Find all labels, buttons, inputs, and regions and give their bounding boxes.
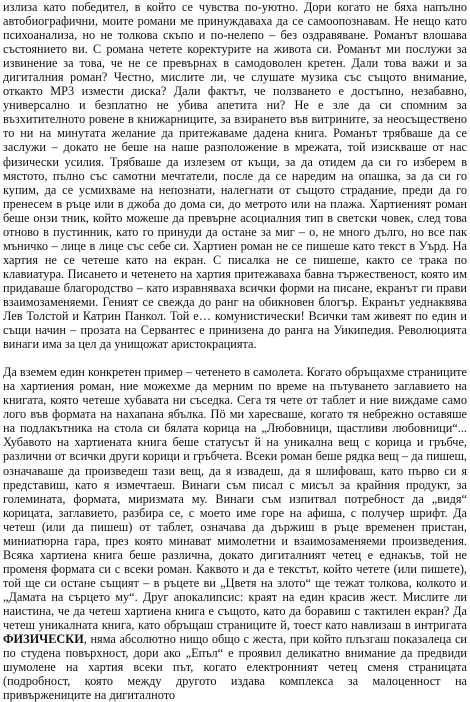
paragraph-2-text-start: Да вземем един конкретен пример – четенето в самолета. Когато обръщахме страниците на хартиения роман, ние можехме да мерним по време на пътуването заглавието на книгата, която четеше хубавата ни съседка. Сега тя чете от таблет и ние виждаме само лого във формата на нахапана ябълка. Пö ми харесваше, когато тя небрежно оставяше на подлакътника на стола си бялата корица на „Любовници, щастливи любовници“... Хубавото на хартиената книга беше статусът й на уникална вещ с корица и гръбче, различни от всички други корици и гръбчета. Всеки роман беше рядка вещ – да пишеш, означаваше да произведеш тази вещ, да я извадеш, да я шлифоваш, като първо си я представиш, като я измечтаеш. Винаги съм писал с мисъл за крайния продукт, за големината, формата, миризмата му. Винаги съм изпитвал потребност да „видя“ корицата, заглавието, разбира се, с моето име горе на афиша, с получер шрифт. Да четеш (или да пишеш) от таблет, означава да държиш в ръце временен пристан, миниатюрна гара, през която минават мимолетни и взаимозаменяеми произведения. Всяка хартиена книга беше различна, докато дигиталният четец е еднакъв, той не променя формата си с всеки роман. Каквото и да е текстът, който четете (или пишете), той ще си остане същият – в ръцете ви „Цветя на злото“ ще тежат толкова, колкото и „Дамата на сърцето му“. Друг апокалипсис: краят на един красив жест. Мислите ли наистина, че да четеш хартиена книга е същото, като да боравиш с тактилен екран? Да четеш уникалната книга, като обръщаш страниците й, тоест като навлизаш в интригата — [3, 365, 467, 633]
article-body — [3, 0, 467, 702]
paragraph-2 — [3, 365, 467, 702]
paragraph-2-text-end: , няма абсолютно нищо общо с жеста, при който плъзгаш показалеца си по студена повърхност, дори ако „Епъл“ е проявил деликатно внимание да предвиди шумолене на хартия всеки път, когато електронният четец сменя страницата (подробност, която между другото издава комплекса за малоценност на привържениците на дигиталното — [3, 632, 467, 702]
paragraph-gap — [3, 351, 467, 365]
paragraph-1: излиза като победител, в който се чувства по-уютно. Дори когато не бяха напълно автобиографични, моите романи ме принуждаваха да се самоопознавам. Не нещо като психоанализа, но не толкова скъпо и по-нелепо – без оздравяване. Романът влошава състоянието ви. С романа четете коректурите на живота си. Романът ми послужи за извинение за това, че не се превърнах в самодоволен кретен. Дали това важи и за дигиталния роман? Честно, мислите ли, че слушате музика със същото внимание, откакто MP3 измести диска? Дали фактът, че ползването е достъпно, незабавно, универсално и безплатно не убива апетита ни? Не е зле да си спомним за възхитителното ровене в книжарниците, за взирането във витрините, за неосъществено​то ни на минутата желание да притежаваме дадена книга. Романът трябваше да се заслужи – докато не беше на наше разположение в мрежата, той изискваше от нас физически усилия. Трябваше да излезем от къщи, за да отидем да си го изберем в мястото, пълно със самотни мечтатели, после да се наредим на опашка, за да си го купим, да се усмихваме на непознати, налегнати от същото страдание, преди да го пренесем в ръце или в джоба до дома си, до метрото или на плажа. Хартиеният роман беше онзи тник, който можеше да превърне асоциалния тип в светски човек, след това отново в пустинник, като го принуди да остане за миг – о, не много дълго, но все пак мъничко – лице в лице със себе си. Хартиен роман не се пишеше като текст в Уърд. На хартия не се четеше като на екран. С писалка не се пишеше, както се трака по клавиатура. Писането и четенето на хартия притежаваха бавна тържественост, която им придаваше благородство – като изравняваха всички форми на писане, екранът ги прави взаимозаменяеми. Геният се свежда до ранг на обикновен блогър. Екранът уеднаквява Лев Толстой и Катрин Панкол. Той е… комунистически! Всички там живеят по един и същи начин – прозата на Сервантес е принизена до ранга на Уикипедия. Революцията винаги има за цел да унищожат аристокрацията. — [3, 0, 467, 352]
paragraph-2-bold-word: ФИЗИЧЕСКИ — [3, 632, 84, 647]
